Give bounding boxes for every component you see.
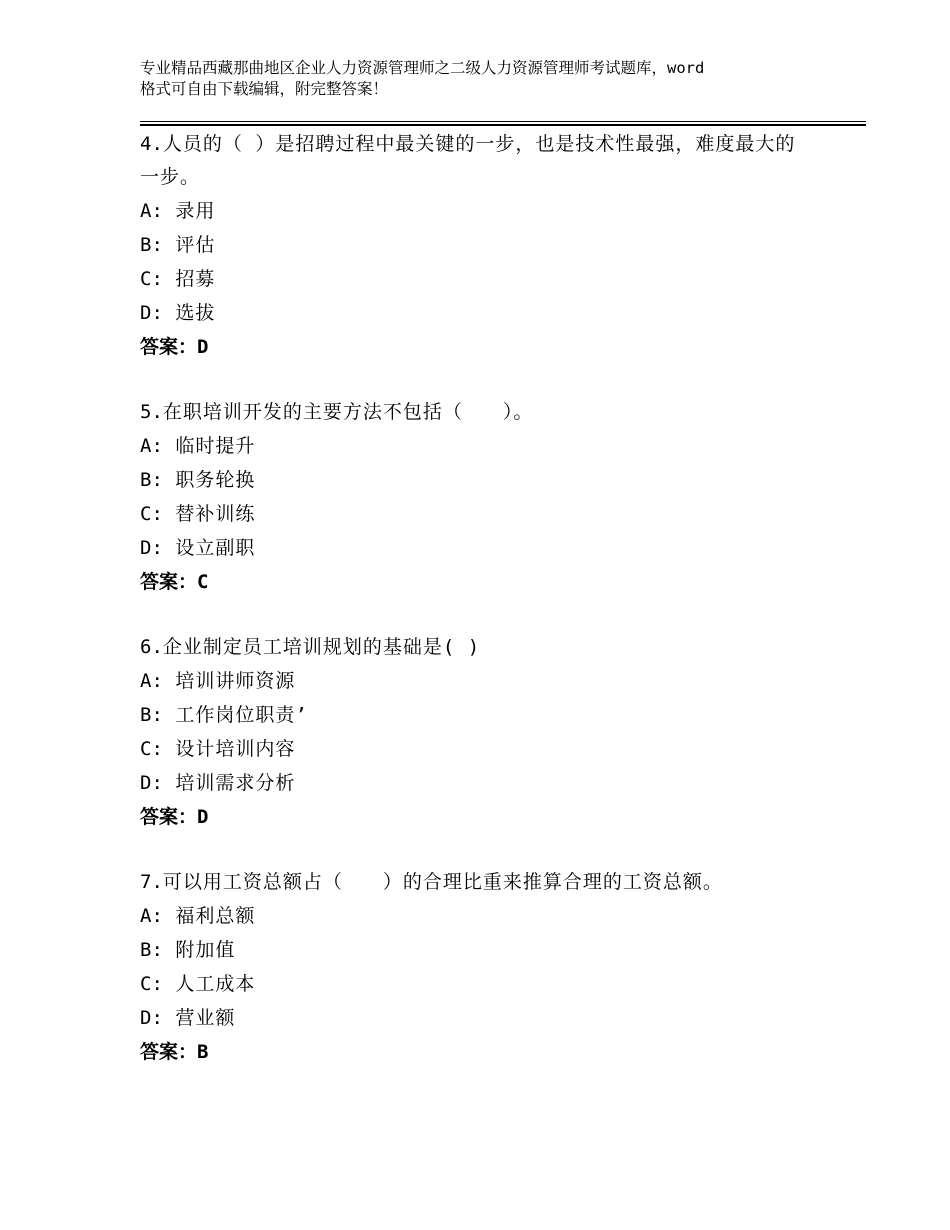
option-letter: B: <box>140 704 163 726</box>
option-text: 设计培训内容 <box>175 738 296 760</box>
option-d <box>140 1001 840 1035</box>
question-stem: 在职培训开发的主要方法不包括（ ）。 <box>162 401 534 423</box>
option-text: 替补训练 <box>175 503 256 525</box>
answer-value: C <box>197 571 209 593</box>
option-a <box>140 194 840 228</box>
option-a <box>140 899 840 933</box>
answer-value: D <box>197 806 209 828</box>
question-text <box>140 631 810 664</box>
option-letter: A: <box>140 905 163 927</box>
option-letter: B: <box>140 469 163 491</box>
answer-value: D <box>197 336 209 358</box>
option-text: 评估 <box>175 234 216 256</box>
question-5 <box>140 396 840 599</box>
option-b <box>140 463 840 497</box>
option-text: 招募 <box>175 268 216 290</box>
answer-label: 答案： <box>140 571 198 593</box>
answer-label: 答案： <box>140 1041 198 1063</box>
question-text <box>140 396 810 429</box>
question-list <box>140 128 840 1101</box>
option-text: 工作岗位职责’ <box>175 704 308 726</box>
option-text: 临时提升 <box>175 435 256 457</box>
option-letter: D: <box>140 772 163 794</box>
document-header <box>140 58 840 100</box>
question-number: 4. <box>140 133 163 155</box>
option-text: 培训讲师资源 <box>175 670 296 692</box>
option-d <box>140 766 840 800</box>
option-letter: C: <box>140 503 163 525</box>
option-d <box>140 296 840 330</box>
option-text: 职务轮换 <box>175 469 256 491</box>
question-number: 7. <box>140 871 163 893</box>
header-line-1: 专业精品西藏那曲地区企业人力资源管理师之二级人力资源管理师考试题库，word <box>140 59 705 77</box>
option-b <box>140 698 840 732</box>
option-letter: C: <box>140 268 163 290</box>
option-letter: B: <box>140 234 163 256</box>
option-a <box>140 429 840 463</box>
question-6 <box>140 631 840 834</box>
option-b <box>140 228 840 262</box>
option-letter: D: <box>140 537 163 559</box>
question-text <box>140 866 810 899</box>
header-line-2: 格式可自由下载编辑，附完整答案！ <box>140 80 389 98</box>
option-c <box>140 497 840 531</box>
option-letter: C: <box>140 973 163 995</box>
option-a <box>140 664 840 698</box>
answer <box>140 800 840 834</box>
option-text: 设立副职 <box>175 537 256 559</box>
answer-label: 答案： <box>140 336 198 358</box>
option-letter: C: <box>140 738 163 760</box>
option-letter: B: <box>140 939 163 961</box>
question-stem: 人员的（ ）是招聘过程中最关键的一步，也是技术性最强，难度最大的一步。 <box>140 133 796 188</box>
option-text: 录用 <box>175 200 216 222</box>
option-letter: A: <box>140 200 163 222</box>
option-text: 附加值 <box>175 939 236 961</box>
option-text: 选拔 <box>175 302 216 324</box>
option-b <box>140 933 840 967</box>
option-letter: A: <box>140 670 163 692</box>
question-7 <box>140 866 840 1069</box>
option-letter: A: <box>140 435 163 457</box>
option-text: 福利总额 <box>175 905 256 927</box>
option-c <box>140 262 840 296</box>
question-stem: 可以用工资总额占（ ）的合理比重来推算合理的工资总额。 <box>162 871 723 893</box>
option-letter: D: <box>140 1007 163 1029</box>
answer <box>140 330 840 364</box>
option-c <box>140 732 840 766</box>
header-divider-thick <box>140 124 866 126</box>
answer-value: B <box>197 1041 209 1063</box>
question-4 <box>140 128 840 364</box>
option-letter: D: <box>140 302 163 324</box>
option-c <box>140 967 840 1001</box>
question-text <box>140 128 810 194</box>
header-divider-thin <box>140 121 866 122</box>
option-d <box>140 531 840 565</box>
option-text: 营业额 <box>175 1007 236 1029</box>
answer-label: 答案： <box>140 806 198 828</box>
question-number: 5. <box>140 401 163 423</box>
answer <box>140 565 840 599</box>
question-stem: 企业制定员工培训规划的基础是( ) <box>162 636 481 658</box>
question-number: 6. <box>140 636 163 658</box>
answer <box>140 1035 840 1069</box>
option-text: 人工成本 <box>175 973 256 995</box>
option-text: 培训需求分析 <box>175 772 296 794</box>
